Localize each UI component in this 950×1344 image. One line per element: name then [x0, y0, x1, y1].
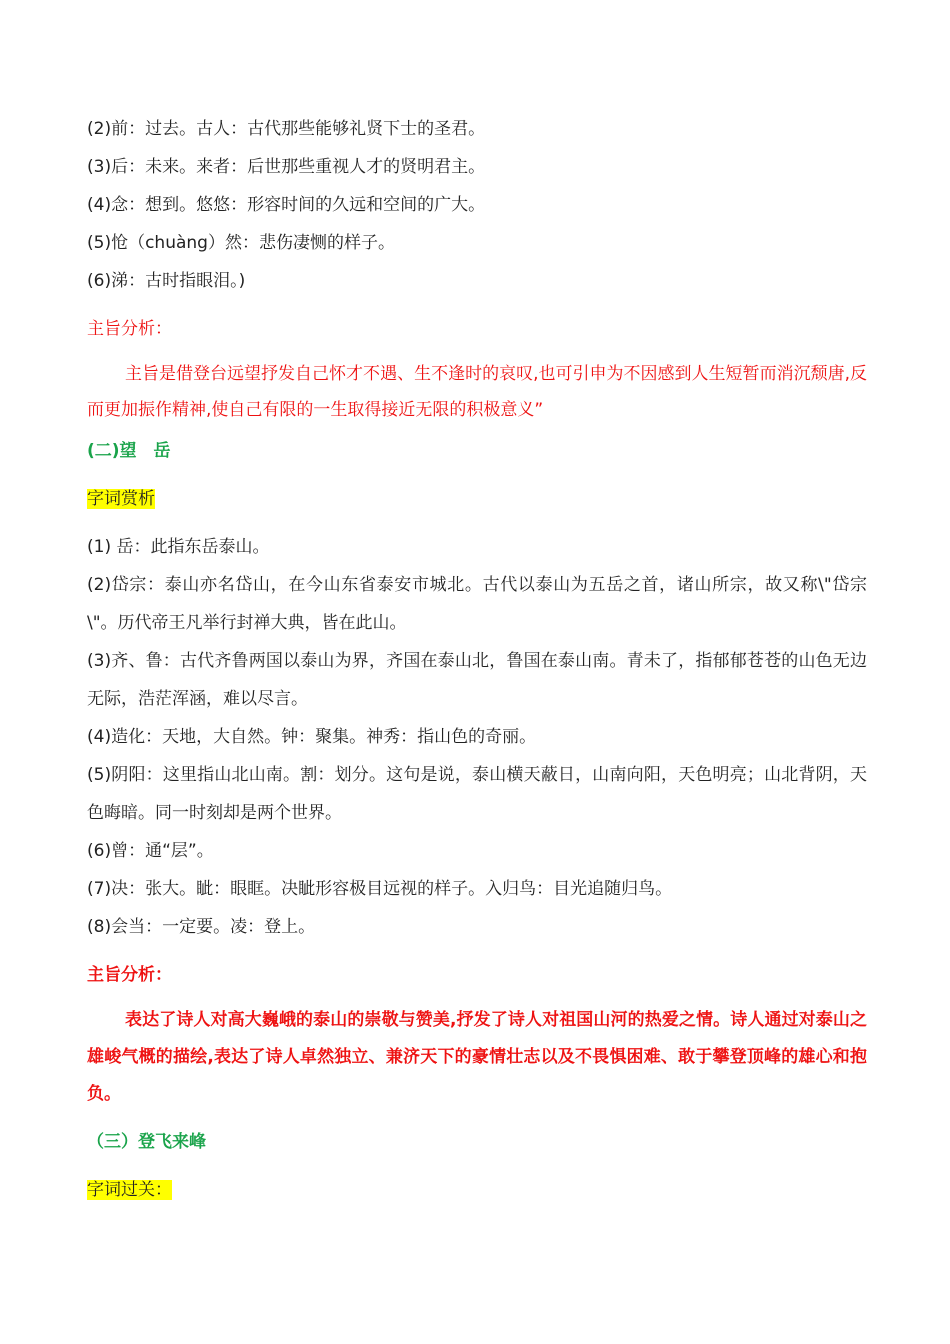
note-item: (2)前：过去。古人：古代那些能够礼贤下士的圣君。 [87, 119, 486, 139]
section3-title: （三）登飞来峰 [87, 1132, 206, 1152]
section3-vocab-label-row [87, 1171, 867, 1209]
note-item: (1) 岳：此指东岳泰山。 [87, 537, 270, 557]
section1-notes [87, 110, 867, 300]
note-item: (2)岱宗：泰山亦名岱山，在今山东省泰安市城北。古代以泰山为五岳之首，诸山所宗，故又称\"岱宗\"。历代帝王凡举行封禅大典，皆在此山。 [87, 575, 867, 633]
note-item: (7)决：张大。眦：眼眶。决眦形容极目远视的样子。入归鸟：目光追随归鸟。 [87, 879, 673, 899]
note-item: (6)曾：通“层”。 [87, 841, 214, 861]
section2-theme-heading: 主旨分析： [87, 965, 172, 985]
section1-theme-heading: 主旨分析： [87, 319, 172, 339]
note-item: (3)齐、鲁：古代齐鲁两国以泰山为界，齐国在泰山北，鲁国在泰山南。青未了，指郁郁苍苍的山色无边无际，浩茫浑涵，难以尽言。 [87, 651, 867, 709]
note-item: (8)会当：一定要。凌：登上。 [87, 917, 316, 937]
note-item: (6)涕：古时指眼泪。) [87, 271, 246, 291]
note-item: (5)怆（chuàng）然：悲伤凄恻的样子。 [87, 233, 395, 253]
section2-vocab-label-row [87, 480, 867, 518]
note-item: (5)阴阳：这里指山北山南。割：划分。这句是说，泰山横天蔽日，山南向阳，天色明亮；山北背阴，天色晦暗。同一时刻却是两个世界。 [87, 765, 867, 823]
section2-theme-text: 表达了诗人对高大巍峨的泰山的崇敬与赞美,抒发了诗人对祖国山河的热爱之情。诗人通过对泰山之雄峻气概的描绘,表达了诗人卓然独立、兼济天下的豪情壮志以及不畏惧困难、敢于攀登顶峰的雄心和抱负。 [87, 1010, 867, 1104]
section2-title: (二)望 岳 [87, 441, 171, 461]
section2-vocab-label: 字词赏析 [87, 489, 155, 509]
document-page [87, 110, 867, 1209]
section2-notes [87, 528, 867, 946]
note-item: (3)后：未来。来者：后世那些重视人才的贤明君主。 [87, 157, 486, 177]
note-item: (4)造化：天地，大自然。钟：聚集。神秀：指山色的奇丽。 [87, 727, 537, 747]
section1-theme-text: 主旨是借登台远望抒发自己怀才不遇、生不逢时的哀叹,也可引申为不因感到人生短暂而消沉颓唐,反而更加振作精神,使自己有限的一生取得接近无限的积极意义” [87, 364, 867, 420]
section3-vocab-label: 字词过关： [87, 1180, 172, 1200]
note-item: (4)念：想到。悠悠：形容时间的久远和空间的广大。 [87, 195, 486, 215]
